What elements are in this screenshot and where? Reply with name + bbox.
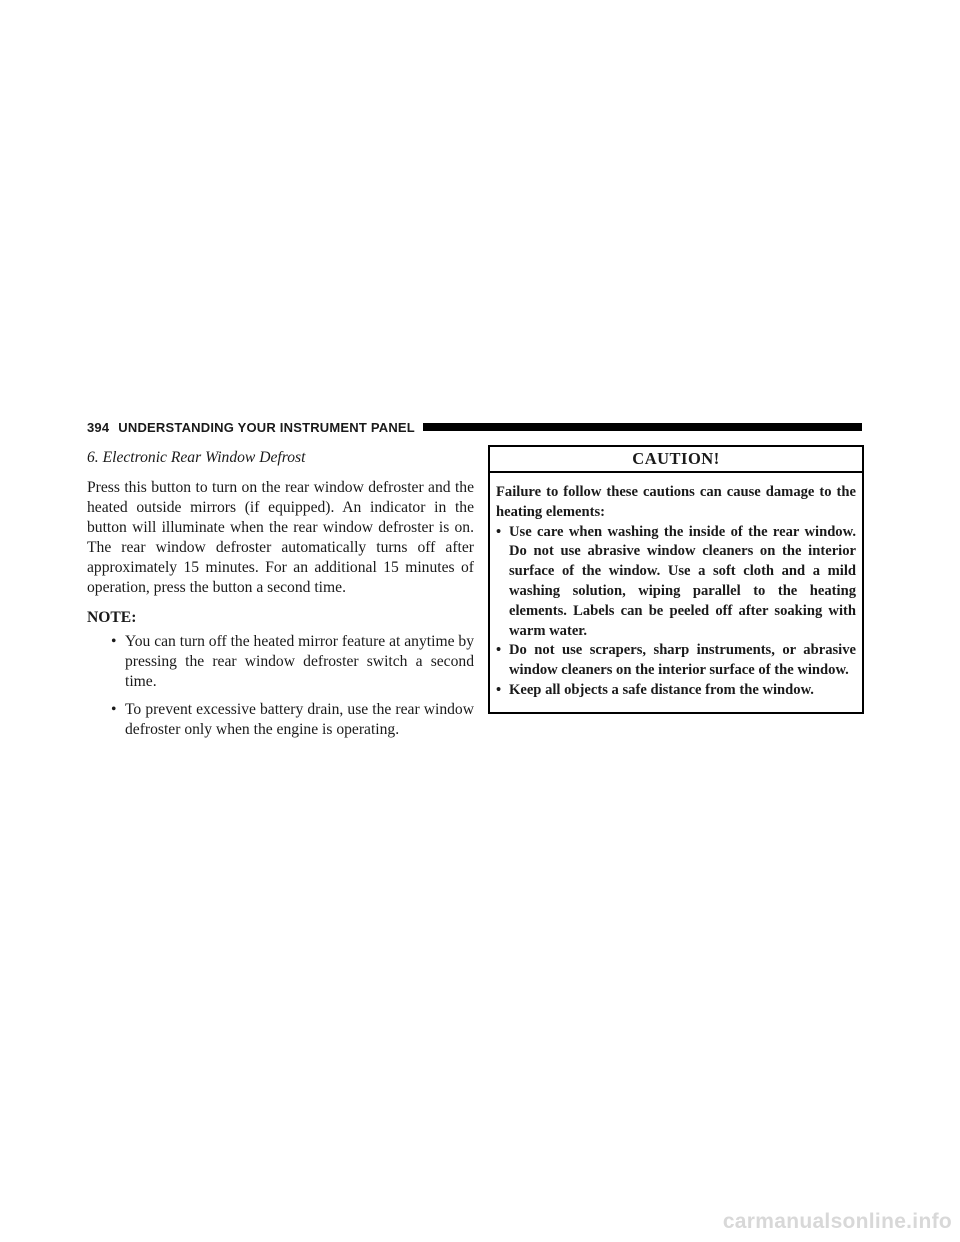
caution-item-text: Use care when washing the inside of the rear window. Do not use abrasive window cleaners on the interior surface of the window. Use a soft cloth and a mild washing solution, wiping parallel to the heating elements. Labels can be peeled off after soaking with warm water. [509,523,856,639]
note-list [87,632,474,740]
caution-item [496,523,856,642]
section-heading: 6. Electronic Rear Window Defrost [87,449,306,466]
caution-list [496,523,856,701]
bullet-icon: • [111,633,117,650]
header-rule [423,423,862,431]
section-title: UNDERSTANDING YOUR INSTRUMENT PANEL [118,419,415,435]
page-number: 394 [87,419,110,435]
note-label: NOTE: [87,609,137,626]
caution-item-text: Do not use scrapers, sharp instruments, or abrasive window cleaners on the interior surface of the window. [509,642,856,679]
caution-box [488,445,864,714]
bullet-icon: • [111,701,117,718]
page-header [87,418,862,436]
caution-title: CAUTION! [490,447,862,473]
note-item-text: To prevent excessive battery drain, use the rear window defroster only when the engine is operating. [125,701,474,738]
note-item [111,700,474,740]
body-paragraph: Press this button to turn on the rear window defroster and the heated outside mirrors (if equipped). An indicator in the button will illuminate when the rear window defroster is on. The rear window defroster automatically turns off after approximately 15 minutes. For an additional 15 minutes of operation, press the button a second time. [87,479,474,596]
note-item-text: You can turn off the heated mirror feature at anytime by pressing the rear window defroster switch a second time. [125,633,474,690]
caution-item [496,681,856,701]
caution-item [496,641,856,681]
caution-item-text: Keep all objects a safe distance from the window. [509,681,814,698]
bullet-icon: • [496,523,502,540]
note-item [111,632,474,692]
bullet-icon: • [496,681,502,698]
caution-body [490,473,862,701]
watermark: carmanualsonline.info [722,1210,952,1233]
caution-intro: Failure to follow these cautions can cause damage to the heating elements: [496,484,856,520]
bullet-icon: • [496,642,502,659]
left-column [87,448,474,748]
